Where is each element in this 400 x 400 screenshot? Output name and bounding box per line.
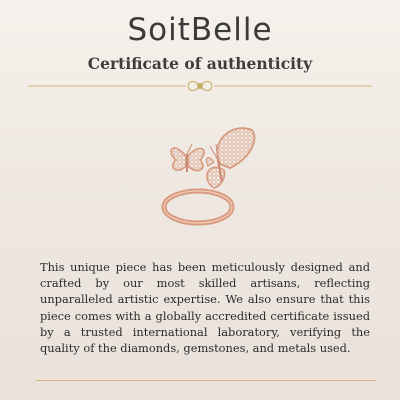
ornamental-divider: [0, 78, 400, 94]
certificate-description: This unique piece has been meticulously designed and crafted by our most skilled artisans, reflecting unparalleled artistic expertise. We also ensure that this piece comes with a globally accredited certificate issued by a trusted international laboratory, verifying the quality of the diamonds, gemstones, and metals used.: [40, 260, 370, 356]
certificate-title: Certificate of authenticity: [87, 54, 313, 73]
bottom-divider: [36, 380, 376, 381]
divider-ornament-icon: [188, 82, 212, 91]
brand-logo: SoitBelle: [127, 12, 273, 48]
butterfly-ring-icon: [140, 112, 270, 242]
product-image: [140, 112, 270, 242]
